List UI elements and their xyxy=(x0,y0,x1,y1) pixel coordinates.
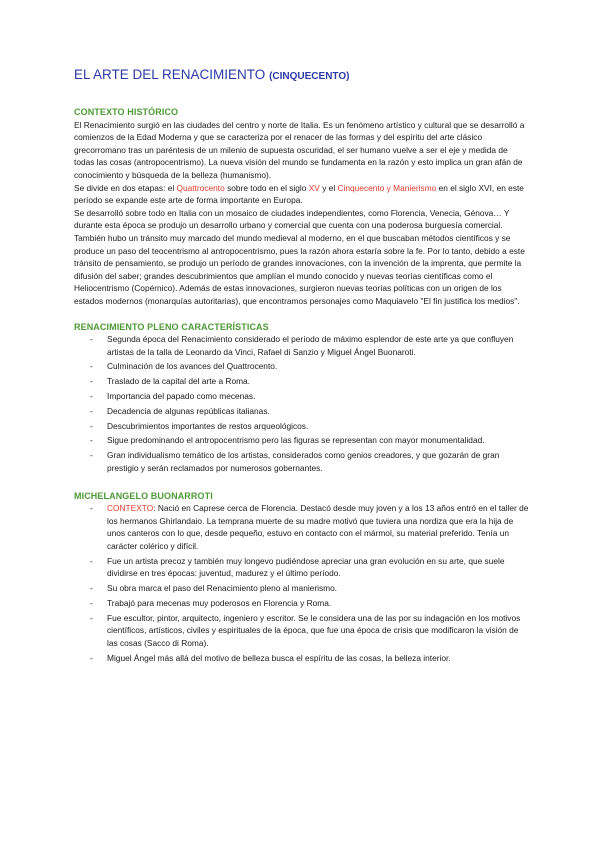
highlight-quattrocento: Quattrocento xyxy=(176,182,225,193)
list-item xyxy=(90,597,530,610)
list-item xyxy=(90,375,530,388)
contexto-paragraph-2 xyxy=(74,182,530,207)
dash-bullet: - xyxy=(90,450,93,461)
list-item xyxy=(90,449,530,474)
list-item xyxy=(90,502,530,552)
highlight-cinquecento: Cinquecento y Manierismo xyxy=(337,182,437,193)
list-item xyxy=(90,333,530,358)
list-item xyxy=(90,555,530,580)
list-item-text: Segunda época del Renacimiento considerado el período de máximo esplendor de este arte ya que confluyen artistas de la talla de Leonardo da Vinci, Rafael di Sanzio y Miguel Ángel Buonaroti. xyxy=(107,334,514,357)
section-gap xyxy=(74,477,530,490)
p2-text-a: Se divide en dos etapas: el xyxy=(74,182,177,193)
section-heading-contexto: CONTEXTO HISTÓRICO xyxy=(74,107,179,117)
list-item-text: Decadencia de algunas repúblicas italianas. xyxy=(107,405,270,416)
dash-bullet: - xyxy=(90,612,93,623)
contexto-label: CONTEXTO xyxy=(107,503,154,514)
list-item xyxy=(90,405,530,418)
contexto-paragraph-4: También hubo un tránsito muy marcado del mundo medieval al moderno, en el que buscaban métodos científicos y se produce un paso del teocentrismo al antropocentrismo, pues la razón ahora estaría sobre la fe. Por lo tanto, debido a este tránsito de pensamiento, se produjo un período de grandes innovaciones, con la invención de la imprenta, que permite la difusión del saber; grandes descubrimientos que amplían el mundo conocido y nuevas teorías científicas como el Heliocentrismo (Copérnico). Además de estas innovaciones, surgieron nuevas teorías políticas con un origen de los estados modernos (monarquías autoritarias), que encontramos personajes como Maquiavelo "El fin justifica los medios". xyxy=(74,232,525,306)
dash-bullet: - xyxy=(90,376,93,387)
section-heading-pleno: RENACIMIENTO PLENO CARACTERÍSTICAS xyxy=(74,321,269,332)
contexto-paragraph-3: Se desarrolló sobre todo en Italia con un mosaico de ciudades independientes, como Florencia, Venecia, Génova… Y durante esta época se produjo un desarrollo urbano y comercial que cuenta con una poderosa burguesía comercial. xyxy=(74,207,510,231)
list-item-text: Miguel Ángel más allá del motivo de belleza busca el espíritu de las cosas, la belleza interior. xyxy=(107,652,451,663)
list-item-text: Traslado de la capital del arte a Roma. xyxy=(107,376,251,387)
section-heading-michelangelo: MICHELANGELO BUONARROTI xyxy=(74,490,213,501)
list-item xyxy=(90,390,530,403)
dash-bullet: - xyxy=(90,420,93,431)
dash-bullet: - xyxy=(90,361,93,372)
list-item xyxy=(90,434,530,447)
dash-bullet: - xyxy=(90,652,93,663)
pleno-list xyxy=(74,333,530,474)
list-item-text: Fue escultor, pintor, arquitecto, ingeniero y escritor. Se le considera una de las por su indagación en los motivos científicos, artísticos, civiles y espirituales de la época, que fue una época de crisis que modificaron la visión de las cosas (Sacco di Roma). xyxy=(107,612,521,648)
dash-bullet: - xyxy=(90,405,93,416)
michelangelo-list xyxy=(74,502,530,664)
list-item xyxy=(90,612,530,650)
dash-bullet: - xyxy=(90,597,93,608)
list-item xyxy=(90,420,530,433)
dash-bullet: - xyxy=(90,583,93,594)
list-item-text: Trabajó para mecenas muy poderosos en Florencia y Roma. xyxy=(107,597,332,608)
list-item-text: Su obra marca el paso del Renacimiento pleno al manierismo. xyxy=(107,583,338,594)
list-item xyxy=(90,582,530,595)
section-gap xyxy=(74,308,530,321)
list-item-text: Fue un artista precoz y también muy longevo pudiéndose apreciar una gran evolución en su arte, que suele dividirse en tres épocas: juventud, madurez y el último período. xyxy=(107,555,505,579)
list-item xyxy=(90,652,530,665)
list-item-text: : Nació en Caprese cerca de Florencia. Destacó desde muy joven y a los 13 años entró en el taller de los hermanos Ghirlandaio. La temprana muerte de su madre motivó que tuviera una nordiza que era la hija de unos canteros con lo que, desde pequeño, estuvo en contacto con el mármol, su material preferido. Tenía un carácter colérico y difícil. xyxy=(107,503,529,551)
list-item-text: Importancia del papado como mecenas. xyxy=(107,391,256,402)
dash-bullet: - xyxy=(90,334,93,345)
highlight-xv: XV xyxy=(308,182,320,193)
dash-bullet: - xyxy=(90,503,93,514)
title-sub: (CINQUECENTO) xyxy=(269,71,350,82)
p2-text-c: y el xyxy=(319,182,338,193)
p2-text-b: sobre todo en el siglo xyxy=(224,182,309,193)
list-item-text: Descubrimientos importantes de restos arqueológicos. xyxy=(107,420,309,431)
page-title xyxy=(74,66,530,86)
list-item-text: Culminación de los avances del Quattrocento. xyxy=(107,361,278,372)
list-item-text: Gran individualismo temático de los artistas, considerados como genios creadores, y que gozarán de gran prestigio y serán reclamados por numerosos gobernantes. xyxy=(107,450,500,473)
contexto-paragraph-1: El Renacimiento surgió en las ciudades del centro y norte de Italia. Es un fenómeno artístico y cultural que se desarrolló a comienzos de la Edad Moderna y que se caracteriza por el renacer de las formas y del espíritu del arte clásico grecorromano tras un paréntesis de un milenio de supuesta oscuridad, el ser humano vuelve a ser el eje y medida de todas las cosas (antropocentrismo). La nueva visión del mundo se fundamenta en la razón y esto implica un gran afán de conocimiento y búsqueda de la belleza (humanismo). xyxy=(74,119,525,180)
dash-bullet: - xyxy=(90,391,93,402)
title-main: EL ARTE DEL RENACIMIENTO xyxy=(74,67,266,82)
list-item xyxy=(90,360,530,373)
dash-bullet: - xyxy=(90,555,93,566)
list-item-text: Sigue predominando el antropocentrismo pero las figuras se representan con mayor monumentalidad. xyxy=(107,435,485,446)
dash-bullet: - xyxy=(90,435,93,446)
p2-text-d: en el siglo XVI, en este período se expande este arte de forma importante en Europa. xyxy=(74,182,524,206)
